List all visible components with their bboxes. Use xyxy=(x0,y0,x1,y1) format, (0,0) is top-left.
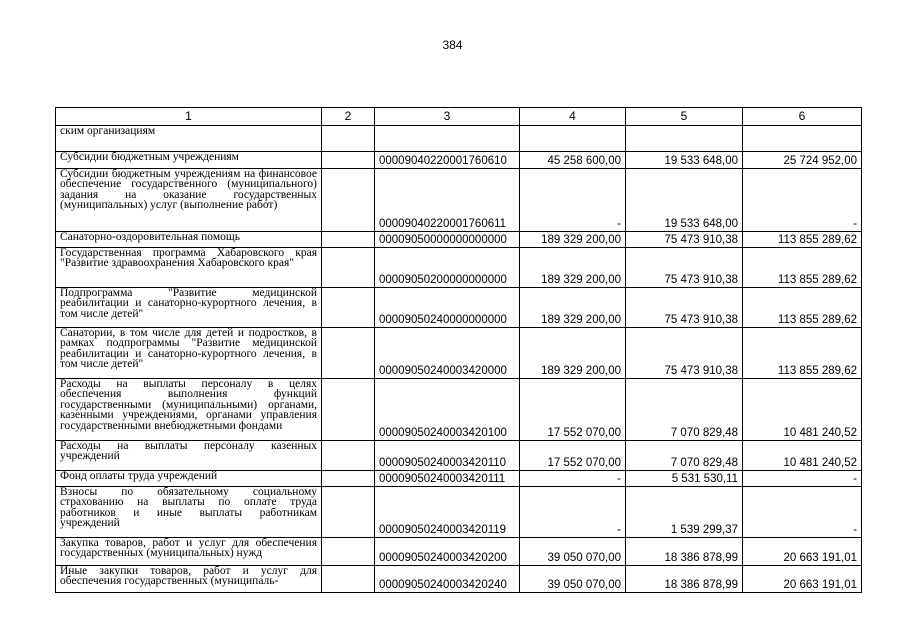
row-unexecuted-cell: 113 855 289,62 xyxy=(743,288,862,328)
row-unexecuted-cell: - xyxy=(743,169,862,232)
row-executed-cell: 5 531 530,11 xyxy=(626,471,743,487)
row-executed-cell: 75 473 910,38 xyxy=(626,328,743,379)
row-name-cell: Расходы на выплаты персоналу казенных учреждений xyxy=(56,441,322,471)
row-name-cell: Субсидии бюджетным учреждениям на финансовое обеспечение государственного (муниципального) задания на оказание государственных (муниципальных) услуг (выполнение работ) xyxy=(56,169,322,232)
column-header: 1 xyxy=(56,108,322,126)
row-name-cell: Фонд оплаты труда учреждений xyxy=(56,471,322,487)
row-name-cell: Взносы по обязательному социальному страхованию на выплаты по оплате труда работников и иные выплаты работникам учреждений xyxy=(56,487,322,538)
table-row xyxy=(56,126,862,152)
row-executed-cell: 75 473 910,38 xyxy=(626,248,743,288)
table-row xyxy=(56,379,862,441)
row-col2-cell xyxy=(322,288,375,328)
row-code-cell: 00009050240003420119 xyxy=(375,487,520,538)
table-header xyxy=(56,108,862,126)
row-code-cell: 00009050240000000000 xyxy=(375,288,520,328)
column-header: 3 xyxy=(375,108,520,126)
row-code-cell xyxy=(375,126,520,152)
row-unexecuted-cell: 113 855 289,62 xyxy=(743,248,862,288)
header-row xyxy=(56,108,862,126)
table-row xyxy=(56,441,862,471)
row-unexecuted-cell: 113 855 289,62 xyxy=(743,232,862,248)
row-approved-cell: 39 050 070,00 xyxy=(520,538,626,566)
row-name-cell: Подпрограмма "Развитие медицинской реабилитации и санаторно-курортного лечения, в том числе детей" xyxy=(56,288,322,328)
row-name-cell: Субсидии бюджетным учреждениям xyxy=(56,152,322,169)
table-row xyxy=(56,566,862,593)
row-unexecuted-cell: 10 481 240,52 xyxy=(743,379,862,441)
column-header: 5 xyxy=(626,108,743,126)
row-unexecuted-cell: 25 724 952,00 xyxy=(743,152,862,169)
row-code-cell: 00009050240003420200 xyxy=(375,538,520,566)
row-executed-cell: 75 473 910,38 xyxy=(626,288,743,328)
table-row xyxy=(56,487,862,538)
table-row xyxy=(56,232,862,248)
row-code-cell: 00009050240003420110 xyxy=(375,441,520,471)
row-unexecuted-cell: - xyxy=(743,487,862,538)
row-executed-cell: 75 473 910,38 xyxy=(626,232,743,248)
table-row xyxy=(56,288,862,328)
row-approved-cell: 17 552 070,00 xyxy=(520,441,626,471)
row-executed-cell: 18 386 878,99 xyxy=(626,538,743,566)
row-col2-cell xyxy=(322,441,375,471)
row-code-cell: 00009050240003420100 xyxy=(375,379,520,441)
row-approved-cell: 189 329 200,00 xyxy=(520,232,626,248)
row-code-cell: 00009040220001760610 xyxy=(375,152,520,169)
row-col2-cell xyxy=(322,232,375,248)
table-row xyxy=(56,328,862,379)
row-name-cell: ским организациям xyxy=(56,126,322,152)
row-name-cell: Иные закупки товаров, работ и услуг для обеспечения государственных (муниципаль- xyxy=(56,566,322,593)
row-executed-cell: 7 070 829,48 xyxy=(626,379,743,441)
row-unexecuted-cell: 113 855 289,62 xyxy=(743,328,862,379)
row-unexecuted-cell: - xyxy=(743,471,862,487)
row-name-cell: Государственная программа Хабаровского края "Развитие здравоохранения Хабаровского края" xyxy=(56,248,322,288)
table-row xyxy=(56,248,862,288)
table-row xyxy=(56,538,862,566)
row-approved-cell: 189 329 200,00 xyxy=(520,288,626,328)
row-approved-cell: 39 050 070,00 xyxy=(520,566,626,593)
row-col2-cell xyxy=(322,471,375,487)
row-executed-cell: 19 533 648,00 xyxy=(626,169,743,232)
row-code-cell: 00009050200000000000 xyxy=(375,248,520,288)
row-col2-cell xyxy=(322,487,375,538)
row-approved-cell: - xyxy=(520,169,626,232)
row-executed-cell: 18 386 878,99 xyxy=(626,566,743,593)
budget-table xyxy=(55,107,862,593)
table-body xyxy=(56,126,862,593)
row-code-cell: 00009050000000000000 xyxy=(375,232,520,248)
row-unexecuted-cell: 20 663 191,01 xyxy=(743,566,862,593)
row-name-cell: Закупка товаров, работ и услуг для обеспечения государственных (муниципальных) нужд xyxy=(56,538,322,566)
row-approved-cell: - xyxy=(520,471,626,487)
row-col2-cell xyxy=(322,538,375,566)
row-approved-cell: 189 329 200,00 xyxy=(520,248,626,288)
row-col2-cell xyxy=(322,248,375,288)
row-approved-cell xyxy=(520,126,626,152)
column-header: 6 xyxy=(743,108,862,126)
row-executed-cell: 1 539 299,37 xyxy=(626,487,743,538)
page-number: 384 xyxy=(442,38,463,52)
row-approved-cell: 17 552 070,00 xyxy=(520,379,626,441)
row-code-cell: 00009050240003420240 xyxy=(375,566,520,593)
row-executed-cell: 19 533 648,00 xyxy=(626,152,743,169)
row-code-cell: 00009040220001760611 xyxy=(375,169,520,232)
row-approved-cell: - xyxy=(520,487,626,538)
row-col2-cell xyxy=(322,152,375,169)
row-col2-cell xyxy=(322,169,375,232)
row-col2-cell xyxy=(322,379,375,441)
row-unexecuted-cell xyxy=(743,126,862,152)
table-row xyxy=(56,169,862,232)
row-code-cell: 00009050240003420000 xyxy=(375,328,520,379)
row-unexecuted-cell: 10 481 240,52 xyxy=(743,441,862,471)
row-approved-cell: 189 329 200,00 xyxy=(520,328,626,379)
column-header: 2 xyxy=(322,108,375,126)
row-name-cell: Санатории, в том числе для детей и подростков, в рамках подпрограммы "Развитие медицинской реабилитации и санаторно-курортного лечения, в том числе детей" xyxy=(56,328,322,379)
row-name-cell: Санаторно-оздоровительная помощь xyxy=(56,232,322,248)
row-code-cell: 00009050240003420111 xyxy=(375,471,520,487)
column-header: 4 xyxy=(520,108,626,126)
row-col2-cell xyxy=(322,566,375,593)
row-col2-cell xyxy=(322,328,375,379)
row-approved-cell: 45 258 600,00 xyxy=(520,152,626,169)
row-col2-cell xyxy=(322,126,375,152)
table-row xyxy=(56,471,862,487)
row-executed-cell xyxy=(626,126,743,152)
row-unexecuted-cell: 20 663 191,01 xyxy=(743,538,862,566)
row-executed-cell: 7 070 829,48 xyxy=(626,441,743,471)
table-row xyxy=(56,152,862,169)
row-name-cell: Расходы на выплаты персоналу в целях обеспечения выполнения функций государственными (муниципальными) органами, казенными учреждениями, органами управления государственными внебюджетными фондами xyxy=(56,379,322,441)
